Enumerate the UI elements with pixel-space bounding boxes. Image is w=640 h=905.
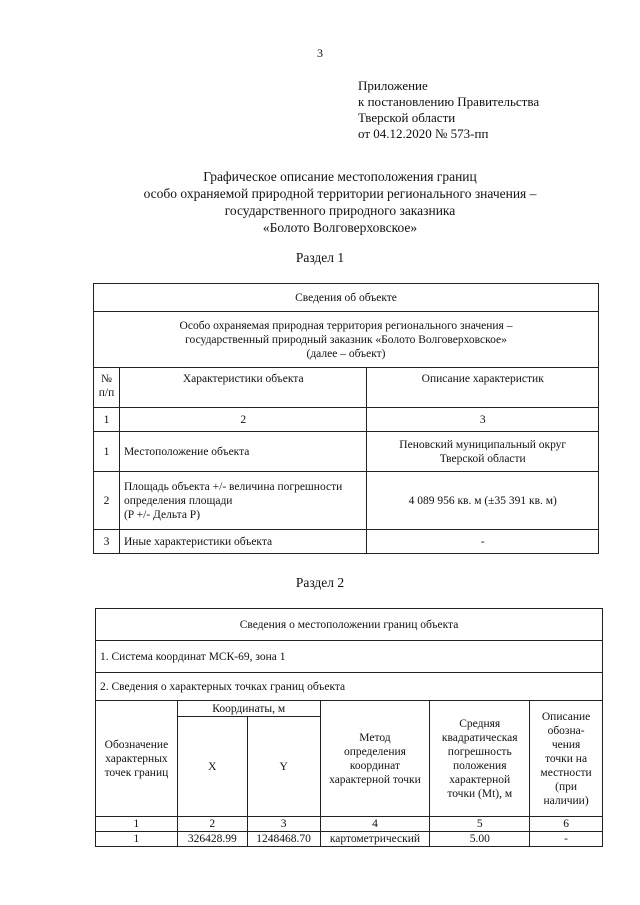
table-row: 1 326428.99 1248468.70 картометрический 5.00 - — [96, 832, 603, 847]
page-number: 3 — [317, 46, 323, 60]
table-row: 3 Иные характеристики объекта - — [94, 530, 599, 554]
col-header-coordinates: Координаты, м — [177, 701, 320, 717]
object-info-table — [93, 283, 599, 554]
title-line: «Болото Волговерховское» — [262, 220, 418, 235]
section2-heading: Раздел 2 — [295, 575, 345, 590]
index-cell: 4 — [320, 817, 430, 832]
col-header-x: X — [177, 717, 247, 817]
index-cell: 3 — [367, 408, 599, 432]
col-header-y: Y — [247, 717, 320, 817]
appendix-line: от 04.12.2020 № 573-пп — [358, 126, 489, 141]
object-description: Особо охраняемая природная территория регионального значения – государственный природный заказник «Болото Волговерховское» (далее – объект) — [94, 312, 599, 368]
table-header: Сведения о местоположении границ объекта — [96, 609, 603, 641]
col-header-description: Описание характеристик — [367, 368, 599, 408]
index-cell: 1 — [96, 817, 178, 832]
index-cell: 2 — [177, 817, 247, 832]
title-line: государственного природного заказника — [224, 203, 456, 218]
index-cell: 3 — [247, 817, 320, 832]
points-info-line: 2. Сведения о характерных точках границ объекта — [96, 673, 603, 701]
appendix-line: Приложение — [358, 78, 428, 93]
col-header-num: № п/п — [94, 368, 120, 408]
table-row: 2 Площадь объекта +/- величина погрешности определения площади (P +/- Дельта P) 4 089 956 кв. м (±35 391 кв. м) — [94, 472, 599, 530]
table-header: Сведения об объекте — [94, 284, 599, 312]
boundary-points-table — [95, 608, 603, 847]
col-header-point-description: Описание обозна- чения точки на местности (при наличии) — [530, 701, 603, 817]
col-header-characteristics: Характеристики объекта — [119, 368, 366, 408]
document-title — [60, 168, 620, 236]
section1-heading: Раздел 1 — [295, 250, 345, 265]
appendix-line: Тверской области — [358, 110, 456, 125]
col-header-designation: Обозначение характерных точек границ — [96, 701, 178, 817]
title-line: Графическое описание местоположения границ — [203, 169, 477, 184]
col-header-error: Средняя квадратическая погрешность положения характерной точки (Mt), м — [430, 701, 530, 817]
col-header-method: Метод определения координат характерной точки — [320, 701, 430, 817]
index-cell: 2 — [119, 408, 366, 432]
appendix-block — [358, 78, 539, 142]
index-cell: 5 — [430, 817, 530, 832]
title-line: особо охраняемой природной территории регионального значения – — [143, 186, 537, 201]
coord-system-line: 1. Система координат МСК-69, зона 1 — [96, 641, 603, 673]
appendix-line: к постановлению Правительства — [358, 94, 540, 109]
index-cell: 1 — [94, 408, 120, 432]
index-cell: 6 — [530, 817, 603, 832]
table-row: 1 Местоположение объекта Пеновский муниципальный округ Тверской области — [94, 432, 599, 472]
